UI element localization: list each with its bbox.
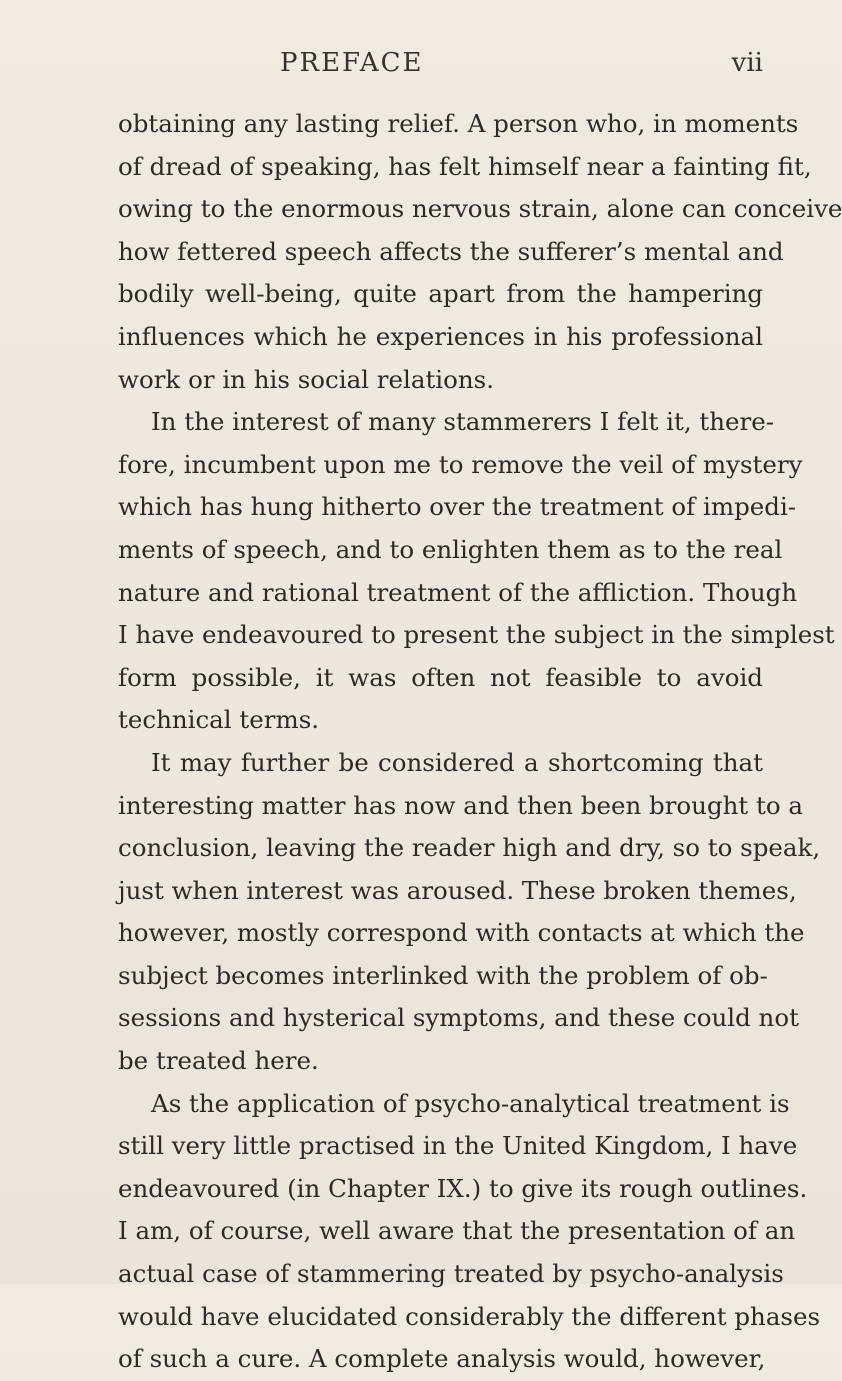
text-line: just when interest was aroused. These broken themes, (118, 875, 797, 905)
text-line: influences which he experiences in his professional (118, 321, 763, 351)
text-line: subject becomes interlinked with the problem of ob- (118, 960, 768, 990)
text-line: ments of speech, and to enlighten them as to the real (118, 534, 783, 564)
text-line: It may further be considered a shortcoming that (151, 747, 763, 777)
text-line: of dread of speaking, has felt himself near a fainting fit, (118, 151, 812, 181)
text-line: form possible, it was often not feasible to avoid (118, 662, 763, 692)
text-line: obtaining any lasting relief. A person who, in moments (118, 109, 799, 138)
text-line: As the application of psycho-analytical treatment is (151, 1088, 790, 1118)
running-head (118, 48, 763, 82)
text-line: would have elucidated considerably the different phases (118, 1301, 821, 1331)
text-line: conclusion, leaving the reader high and dry, so to speak, (118, 833, 821, 863)
text-line: how fettered speech affects the sufferer’s mental and (118, 236, 784, 266)
text-line: I have endeavoured to present the subject in the simplest (118, 620, 835, 650)
text-line: sessions and hysterical symptoms, and these could not (118, 1003, 799, 1033)
text-line: fore, incumbent upon me to remove the veil of mystery (118, 449, 803, 479)
text-line: technical terms. (118, 705, 320, 735)
text-line: actual case of stammering treated by psycho-analysis (118, 1259, 784, 1289)
text-line: be treated here. (118, 1046, 319, 1076)
text-line: endeavoured (in Chapter IX.) to give its rough outlines. (118, 1173, 808, 1203)
text-line: bodily well-being, quite apart from the hampering (118, 279, 763, 309)
text-line: I am, of course, well aware that the presentation of an (118, 1216, 796, 1246)
running-title: PREFACE (280, 48, 424, 78)
text-line: nature and rational treatment of the affliction. Though (118, 577, 798, 607)
text-line: work or in his social relations. (118, 364, 495, 394)
text-line: owing to the enormous nervous strain, alone can conceive (118, 194, 842, 224)
text-line: In the interest of many stammerers I felt it, there- (151, 407, 775, 437)
text-line: which has hung hitherto over the treatment of impedi- (118, 492, 797, 522)
text-line: still very little practised in the United Kingdom, I have (118, 1131, 798, 1161)
text-line: however, mostly correspond with contacts at which the (118, 918, 805, 948)
text-line: of such a cure. A complete analysis would, however, (118, 1344, 766, 1374)
page-number: vii (731, 48, 763, 78)
body-text (118, 103, 842, 1381)
text-line: interesting matter has now and then been brought to a (118, 790, 804, 820)
